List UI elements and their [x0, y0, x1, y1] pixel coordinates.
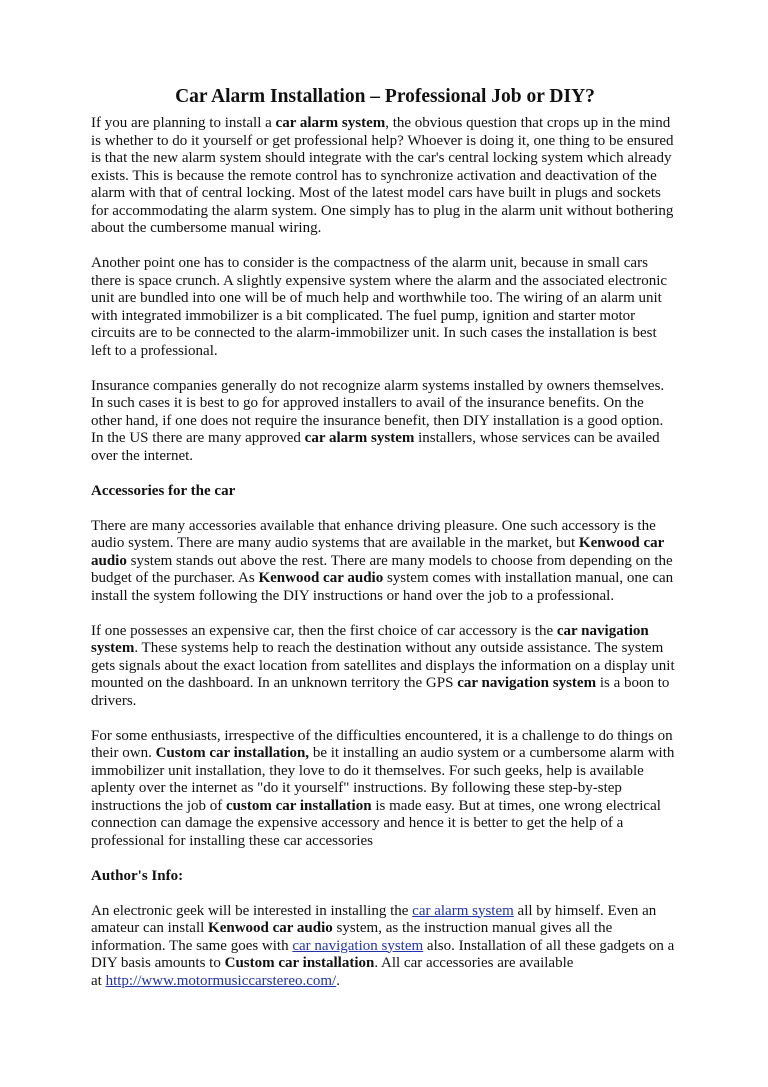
text: immobilizer unit installation, they love to do it themselves. For such geeks, help is available [91, 762, 644, 779]
text-line [91, 798, 675, 816]
text-line [91, 728, 675, 746]
bold-text: custom car installation [226, 797, 372, 814]
text-line [91, 780, 675, 798]
text-line [91, 115, 675, 133]
bold-text: audio [91, 552, 127, 569]
paragraph [91, 903, 675, 991]
bold-text: Custom car installation [224, 955, 375, 971]
text: system, as the instruction manual gives all the [332, 920, 613, 936]
text: installers, whose services can be availed [414, 430, 660, 446]
text-line [91, 273, 675, 291]
text: Insurance companies generally do not recognize alarm systems installed by owners themselves. [91, 377, 665, 394]
paragraph [91, 378, 675, 466]
text: If you are planning to install a [91, 115, 276, 131]
text-line [91, 763, 675, 781]
text: their own. [91, 745, 156, 761]
text: over the internet. [91, 447, 194, 464]
text-line [91, 518, 675, 536]
text-line [91, 973, 675, 991]
text-line [91, 920, 675, 938]
text: drivers. [91, 692, 137, 709]
paragraph [91, 115, 675, 238]
text-line [91, 833, 675, 851]
bold-text: car navigation [556, 622, 649, 639]
text: unit are bundled into one will be of much help and worthwhile too. The wiring of an alarm unit [91, 290, 662, 306]
text: If one possesses an expensive car, then the first choice of car accessory is the [91, 622, 557, 639]
bold-text: system [91, 640, 135, 656]
text-line [91, 955, 675, 973]
text: . [336, 972, 340, 989]
text: mounted on the dashboard. In an unknown territory the GPS [91, 675, 458, 691]
text: is that the new alarm system should integrate with the car's central locking system which already [91, 150, 672, 166]
paragraph [91, 255, 675, 360]
text: information. The same goes with [91, 937, 293, 954]
text-line [91, 325, 675, 343]
text-line [91, 378, 675, 396]
text-line [91, 868, 675, 886]
paragraph [91, 518, 675, 606]
text-line [91, 168, 675, 186]
text: at [91, 972, 106, 989]
text: is a boon to [596, 675, 670, 691]
text-line [91, 640, 675, 658]
text: be it installing an audio system or a cumbersome alarm with [309, 745, 675, 761]
text: alarm with that of central locking. Most of the latest model cars have built in plugs and sockets [91, 185, 661, 201]
bold-text: Kenwood car audio [208, 920, 333, 936]
text-line [91, 588, 675, 606]
text: install the system following the DIY instructions or hand over the job to a professional. [91, 587, 615, 604]
text-line [91, 150, 675, 168]
paragraph [91, 623, 675, 711]
text: An electronic geek will be interested in installing the [91, 902, 413, 919]
text: there is space crunch. A slightly expensive system where the alarm and the associated electronic [91, 272, 668, 289]
bold-text: Kenwood car [578, 535, 665, 551]
text: all by himself. Even an [513, 902, 657, 919]
bold-text: Accessories for the car [91, 482, 236, 499]
text: aplenty over the internet as "do it yourself" instructions. By following these step-by-step [91, 780, 622, 796]
text: budget of the purchaser. As [91, 570, 259, 586]
text: , the obvious question that crops up in the mind [385, 115, 671, 131]
link[interactable]: car navigation system [292, 937, 424, 954]
text: also. Installation of all these gadgets on a [423, 937, 675, 954]
text-line [91, 483, 675, 501]
text: professional for installing these car accessories [91, 832, 373, 849]
bold-text: car alarm system [304, 430, 415, 446]
text: system stands out above the rest. There are many models to choose from depending on the [126, 552, 673, 569]
text: gets signals about the exact location from satellites and displays the information on a display unit [91, 657, 675, 674]
section-heading [91, 868, 675, 886]
text: about the cumbersome manual wiring. [91, 220, 322, 236]
text-line [91, 693, 675, 711]
text-line [91, 535, 675, 553]
text: left to a professional. [91, 342, 218, 359]
bold-text: car alarm system [275, 115, 386, 131]
text-line [91, 903, 675, 921]
text: amateur can install [91, 920, 209, 936]
text: system comes with installation manual, one can [383, 570, 674, 586]
text: is made easy. But at times, one wrong electrical [371, 797, 661, 814]
text: audio system. There are many audio systems that are available in the market, but [91, 535, 579, 551]
bold-text: Author's Info: [91, 867, 184, 884]
section-heading [91, 483, 675, 501]
text-line [91, 413, 675, 431]
text-line [91, 745, 675, 763]
text: . All car accessories are available [374, 955, 574, 971]
text-line [91, 658, 675, 676]
text: with integrated immobilizer is a bit complicated. The fuel pump, ignition and starter motor [91, 307, 636, 324]
text-line [91, 570, 675, 588]
text: exists. This is because the remote control has to synchronize activation and deactivation of the [91, 167, 657, 184]
link[interactable]: car alarm system [412, 902, 514, 919]
text-line [91, 815, 675, 833]
text: There are many accessories available that enhance driving pleasure. One such accessory is the [91, 517, 656, 534]
text: instructions the job of [91, 797, 226, 814]
text-line [91, 675, 675, 693]
text-line [91, 308, 675, 326]
text-line [91, 133, 675, 151]
link[interactable]: http://www.motormusiccarstereo.com/ [105, 972, 337, 989]
text: DIY basis amounts to [91, 955, 225, 971]
text: circuits are to be connected to the alarm-immobilizer unit. In such cases the installation is best [91, 325, 657, 341]
text: is whether to do it yourself or get professional help? Whoever is doing it, one thing to be ensured [91, 132, 674, 149]
bold-text: Custom car installation, [155, 745, 310, 761]
text-line [91, 255, 675, 273]
bold-text: Kenwood car audio [258, 570, 384, 586]
text-line [91, 185, 675, 203]
text: Another point one has to consider is the compactness of the alarm unit, because in small cars [91, 255, 648, 271]
bold-text: car navigation system [457, 675, 597, 691]
text: other hand, if one does not require the insurance benefit, then DIY installation is a good option. [91, 412, 664, 429]
text: for accommodating the alarm system. One simply has to plug in the alarm unit without bothering [91, 202, 674, 219]
text: connection can damage the expensive accessory and hence it is better to get the help of a [91, 815, 624, 831]
text-line [91, 448, 675, 466]
text: In the US there are many approved [91, 430, 305, 446]
text: . These systems help to reach the destination without any outside assistance. The system [134, 640, 664, 656]
text: For some enthusiasts, irrespective of the difficulties encountered, it is a challenge to do things on [91, 727, 673, 744]
text-line [91, 220, 675, 238]
text-line [91, 395, 675, 413]
text-line [91, 938, 675, 956]
page-title: Car Alarm Installation – Professional Job or DIY? [175, 86, 595, 108]
text: In such cases it is best to go for approved installers to avail of the insurance benefits. On the [91, 395, 644, 411]
document-body [91, 115, 675, 1008]
text-line [91, 553, 675, 571]
text-line [91, 343, 675, 361]
text-line [91, 203, 675, 221]
text-line [91, 430, 675, 448]
text-line [91, 623, 675, 641]
paragraph [91, 728, 675, 851]
text-line [91, 290, 675, 308]
